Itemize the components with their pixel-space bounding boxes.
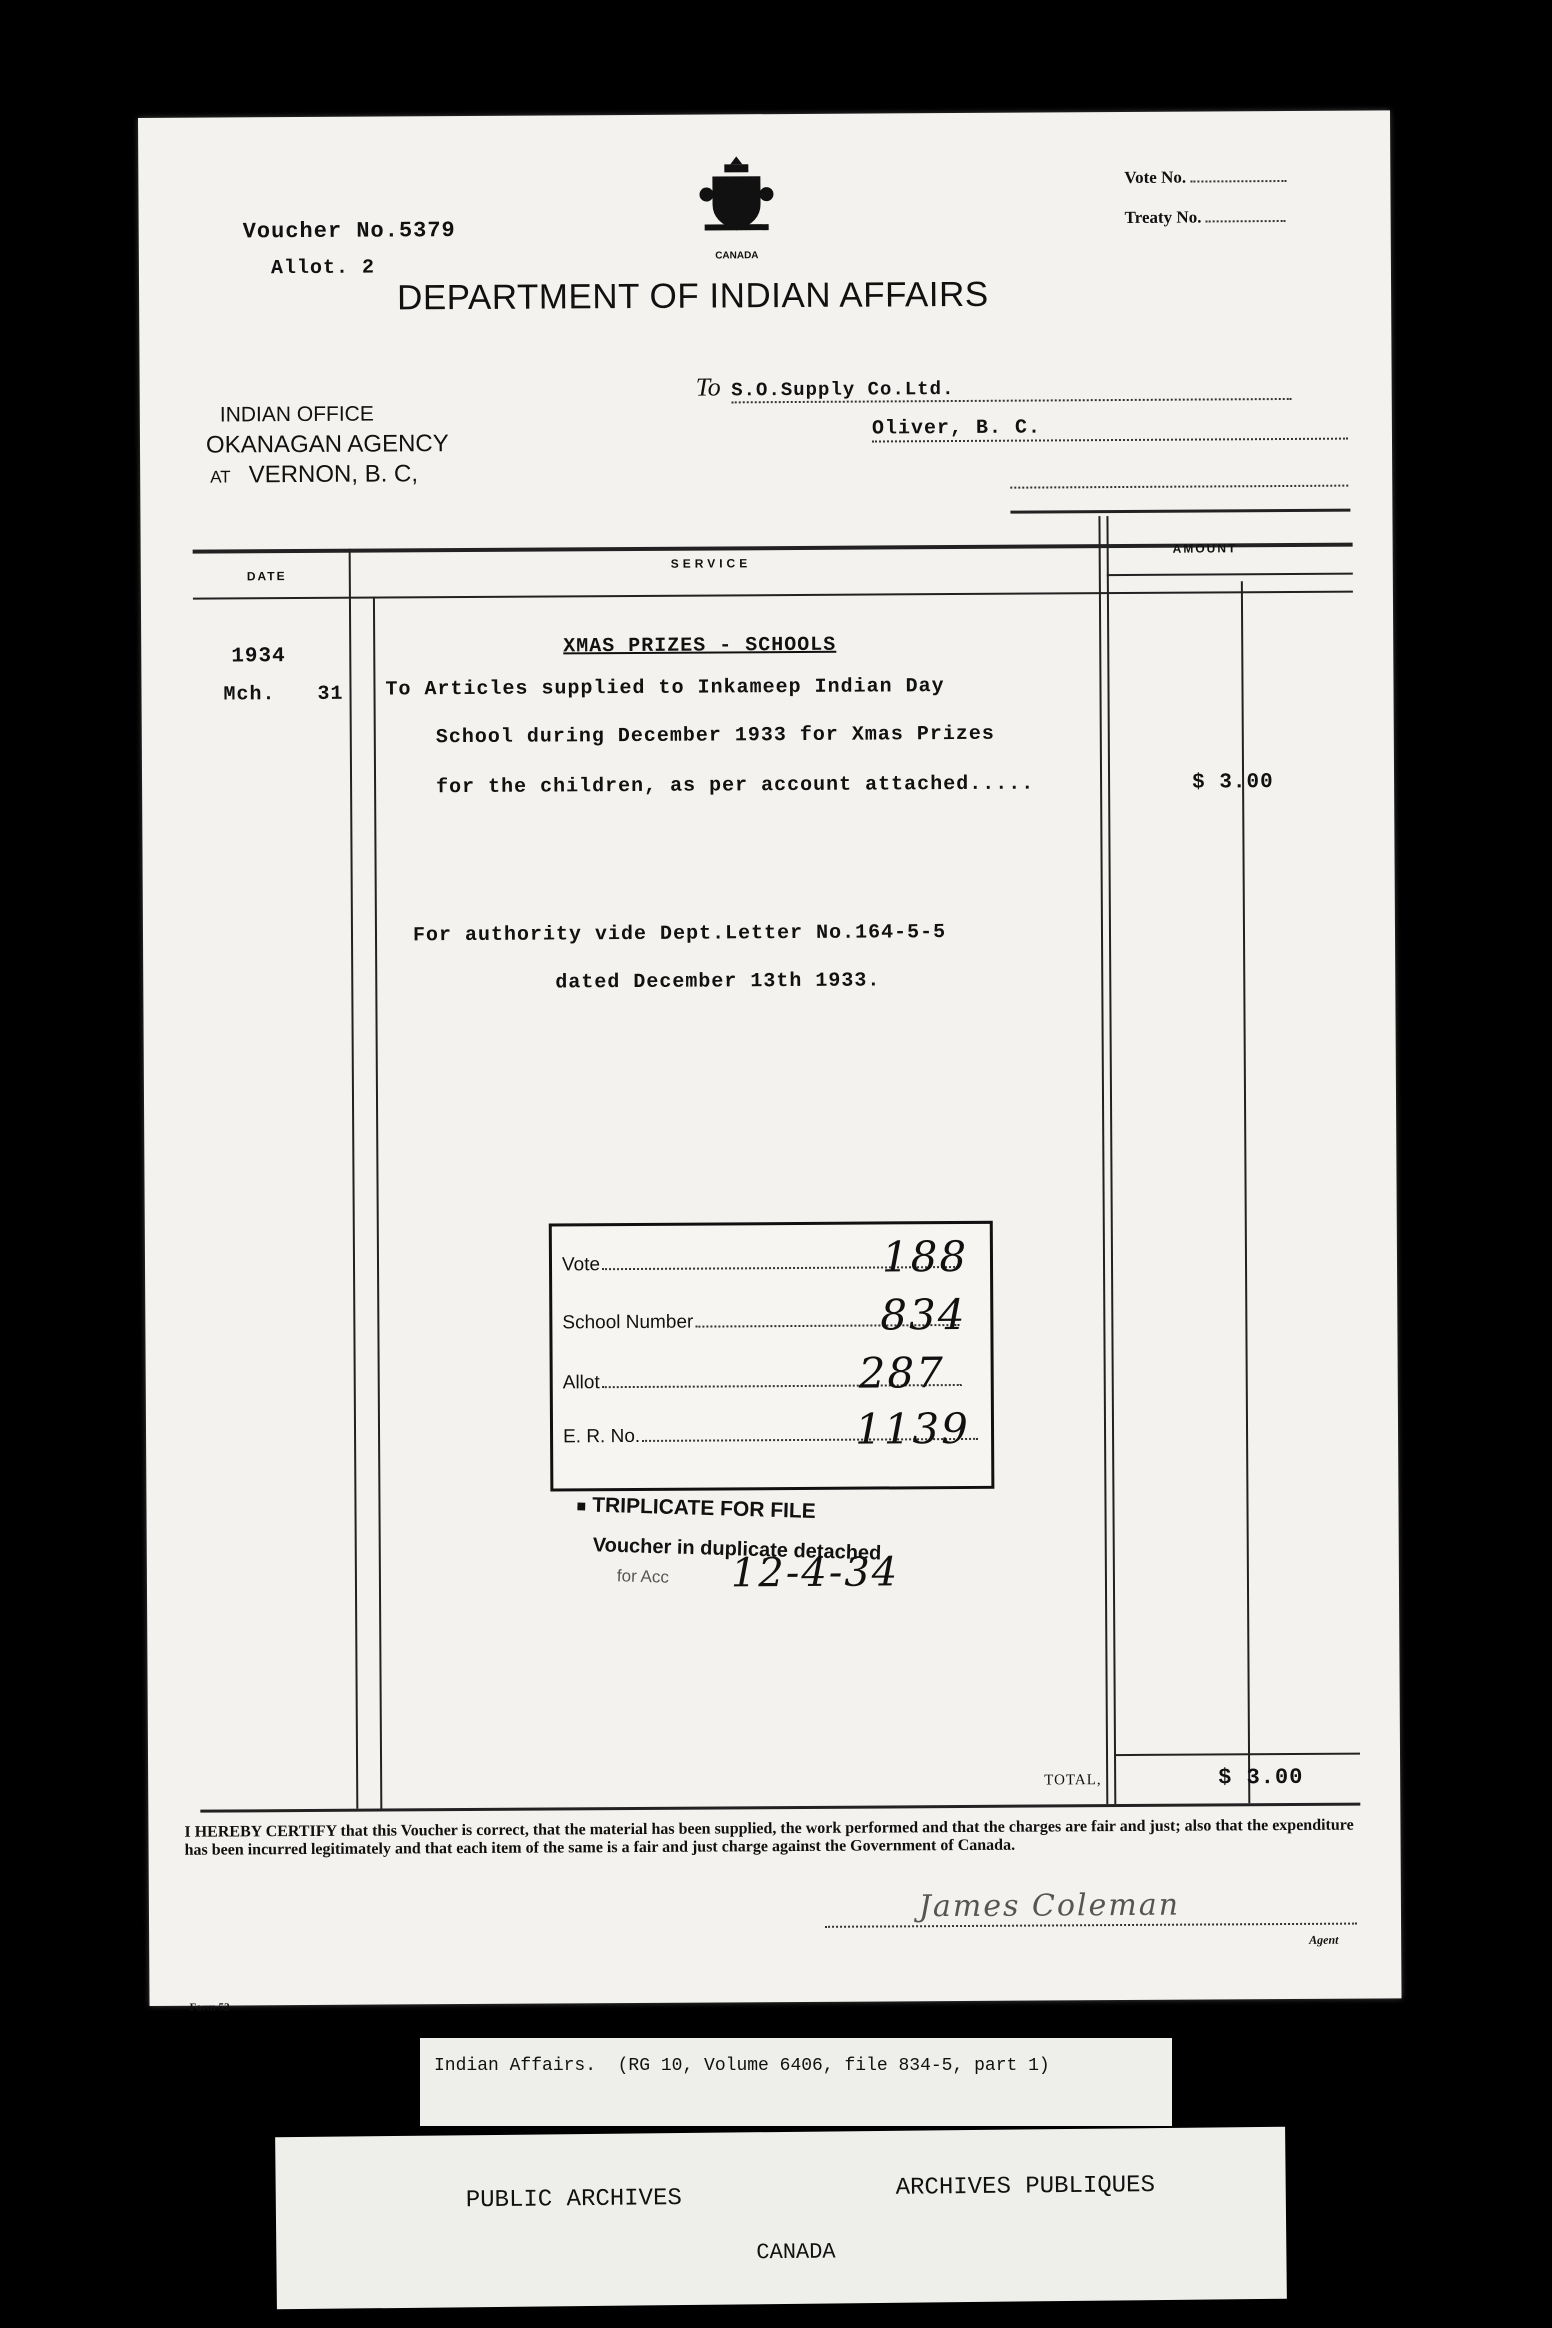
payee-address: Oliver, B. C. xyxy=(872,415,1348,443)
canada-text: CANADA xyxy=(756,2239,836,2266)
agent-signature: James Coleman xyxy=(918,1887,1181,1925)
stamp-school-row: School Number xyxy=(562,1310,978,1335)
amount-header-rule xyxy=(1107,573,1353,577)
public-archives-label xyxy=(275,2127,1287,2310)
triplicate-stamp-line-2: Voucher in duplicate detached xyxy=(592,1534,882,1565)
office-line-2: OKANAGAN AGENCY xyxy=(205,430,449,459)
service-line-1: To Articles supplied to Inkameep Indian Day xyxy=(385,675,945,702)
archive-reference-slip xyxy=(420,2038,1172,2126)
amount-column-rule-double xyxy=(1106,516,1116,1804)
entry-year: 1934 xyxy=(231,645,286,669)
certification-text: I HEREBY CERTIFY that this Voucher is correct, that the material has been supplied, the work performed and that the charges are fair and just; also that the expenditure has been incurred legitimately and that each item of the same is a fair and just charge against the Government of Canada. xyxy=(184,1816,1354,1859)
signature-line xyxy=(825,1923,1357,1928)
authority-line-2: dated December 13th 1933. xyxy=(555,969,881,995)
day-column-rule xyxy=(373,597,382,1809)
total-label: TOTAL, xyxy=(1044,1772,1102,1789)
public-archives-text: PUBLIC ARCHIVES xyxy=(465,2185,682,2215)
stamp-vote-row: Vote xyxy=(562,1252,978,1277)
total-amount: $ 3.00 xyxy=(1218,1764,1304,1791)
line-amount: $ 3.00 xyxy=(1192,771,1274,795)
archives-publiques-text: ARCHIVES PUBLIQUES xyxy=(895,2172,1156,2202)
stamp-er-row: E. R. No. xyxy=(563,1424,979,1449)
voucher-sheet xyxy=(138,110,1402,2014)
cents-column-rule xyxy=(1241,581,1250,1803)
treaty-no-label: Treaty No. xyxy=(1125,207,1286,228)
allotment-number: Allot. 2 xyxy=(270,256,376,281)
triplicate-stamp-line-3: for Acc xyxy=(616,1566,670,1587)
agent-label: Agent xyxy=(1309,1932,1339,1947)
accounting-stamp xyxy=(549,1221,995,1492)
payee-line: To S.O.Supply Co.Ltd. xyxy=(696,369,1346,404)
authority-line-1: For authority vide Dept.Letter No.164-5-5 xyxy=(412,921,947,948)
total-top-rule xyxy=(1114,1753,1360,1757)
voucher-number: Voucher No.5379 xyxy=(242,218,456,245)
stamp-vote-value: 188 xyxy=(881,1231,969,1282)
date-column-header: DATE xyxy=(246,569,287,584)
amount-column-header: AMOUNT xyxy=(1172,541,1238,556)
service-line-2: School during December 1933 for Xmas Prizes xyxy=(435,722,995,750)
service-heading: XMAS PRIZES - SCHOOLS xyxy=(563,633,837,659)
rule xyxy=(1010,509,1350,514)
date-column-rule xyxy=(349,549,359,1809)
triplicate-stamp-title: ■ TRIPLICATE FOR FILE xyxy=(576,1493,817,1524)
entry-month: Mch. xyxy=(223,683,276,707)
department-title: DEPARTMENT OF INDIAN AFFAIRS xyxy=(396,274,989,318)
service-line-3: for the children, as per account attached..... xyxy=(436,772,1035,800)
office-line-1: INDIAN OFFICE xyxy=(219,402,374,427)
archive-reference: Indian Affairs. (RG 10, Volume 6406, file 834-5, part 1) xyxy=(434,2056,1050,2076)
service-column-header: SERVICE xyxy=(670,556,752,571)
entry-day: 31 xyxy=(317,682,344,706)
table-bottom-rule xyxy=(200,1803,1360,1813)
stamp-school-value: 834 xyxy=(880,1289,967,1340)
stamp-allot-value: 287 xyxy=(858,1348,946,1398)
form-number: Form 52 xyxy=(189,2001,230,2014)
office-line-3: AT VERNON, B. C, xyxy=(210,460,419,489)
stamp-allot-row: Allot xyxy=(563,1370,979,1395)
crest-caption: CANADA xyxy=(715,250,759,262)
table-header-rule xyxy=(193,591,1353,600)
canada-crest-icon xyxy=(698,154,775,242)
triplicate-date: 12-4-34 xyxy=(730,1549,900,1597)
stamp-er-value: 1139 xyxy=(854,1403,971,1454)
blank-address-line xyxy=(1010,485,1348,489)
vote-no-label: Vote No. xyxy=(1124,167,1286,188)
